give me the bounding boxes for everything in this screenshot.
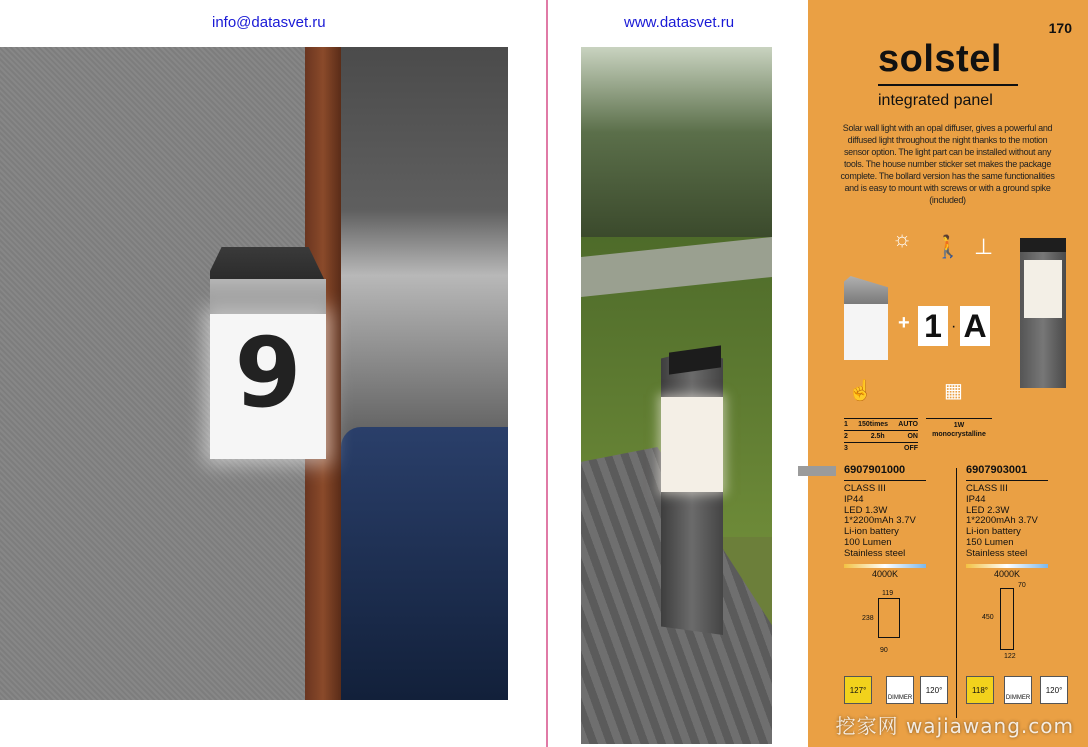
solar-panel-icon: ▦ <box>944 380 963 402</box>
email-link[interactable]: info@datasvet.ru <box>212 14 326 31</box>
product-separator <box>956 468 957 718</box>
mode-table <box>844 418 918 454</box>
bollard-body <box>661 350 723 635</box>
plus-sign: + <box>898 312 910 334</box>
dimension-drawing-1 <box>878 598 900 638</box>
mode-row: 1 150times AUTO <box>844 418 918 430</box>
brand-subtitle: integrated panel <box>878 92 993 109</box>
bollard-diffuser <box>661 397 723 492</box>
product-marker <box>798 466 836 476</box>
dimmer-icon-1: DIMMER <box>886 676 914 704</box>
color-temp-bar <box>844 564 926 568</box>
brand-title: solstel <box>878 38 1002 80</box>
ground-spike-icon: ⊥ <box>974 234 994 259</box>
color-temp-bar <box>966 564 1048 568</box>
car-shape <box>341 427 508 700</box>
dim-height-1: 238 <box>862 615 874 622</box>
dimension-drawing-2 <box>1000 588 1014 650</box>
touch-button-icon: ☝ <box>848 380 873 402</box>
trees-background <box>581 47 772 237</box>
dim-height-2: 450 <box>982 614 994 621</box>
brand-underline <box>878 84 1018 86</box>
bollard-photo <box>581 47 772 744</box>
mode-row: 3 OFF <box>844 442 918 454</box>
dot-separator: · <box>951 318 957 335</box>
dim-depth-2: 122 <box>1004 653 1016 660</box>
dim-width-1: 119 <box>882 590 894 597</box>
product-description: Solar wall light with an opal diffuser, gives a powerful and diffused light throughout the night thanks to the motion sensor option. The light part can be installed without any tools. The house number sticker set makes the package complete. The bollard version has the same functionalities and is easy to mount with screws or with a ground spike (included) <box>840 123 1055 205</box>
product-code-2: 6907903001 <box>966 464 1028 476</box>
solar-panel-spec: 1W monocrystalline <box>926 418 992 439</box>
website-link[interactable]: www.datasvet.ru <box>624 14 735 31</box>
sticker-tile-1: 1 <box>918 306 948 346</box>
color-temp-label: 4000K <box>993 569 1021 579</box>
code-underline <box>966 480 1048 481</box>
sensor-angle-icon-1: 120° <box>920 676 948 704</box>
wall-light-photo <box>0 47 508 700</box>
lamp-steel-band <box>210 279 326 314</box>
sensor-angle-icon-2: 120° <box>1040 676 1068 704</box>
product-code-1: 6907901000 <box>844 464 906 476</box>
bollard-thumbnail <box>1020 238 1066 388</box>
mode-row: 2 2.5h ON <box>844 430 918 442</box>
watermark: 挖家网 wajiawang.com <box>835 714 1074 738</box>
dimmer-icon-2: DIMMER <box>1004 676 1032 704</box>
dim-width-2: 70 <box>1018 582 1026 589</box>
sticker-tile-2: A <box>960 306 990 346</box>
solar-sun-icon: ☼ <box>892 226 913 251</box>
house-number: 9 <box>234 317 302 429</box>
product-specs-1: CLASS III IP44 LED 1.3W 1*2200mAh 3.7V Li-ion battery 100 Lumen Stainless steel <box>844 483 916 559</box>
color-temp-label: 4000K <box>871 569 899 579</box>
code-underline <box>844 480 926 481</box>
motion-sensor-icon: 🚶 <box>934 234 962 259</box>
product-specs-2: CLASS III IP44 LED 2.3W 1*2200mAh 3.7V Li-ion battery 150 Lumen Stainless steel <box>966 483 1038 559</box>
beam-angle-icon-1: 127° <box>844 676 872 704</box>
page-divider <box>546 0 548 747</box>
page-number: 170 <box>1048 20 1072 36</box>
wall-lamp-thumbnail <box>844 276 888 360</box>
product-panel <box>808 0 1088 747</box>
beam-angle-icon-2: 118° <box>966 676 994 704</box>
dim-depth-1: 90 <box>880 647 888 654</box>
